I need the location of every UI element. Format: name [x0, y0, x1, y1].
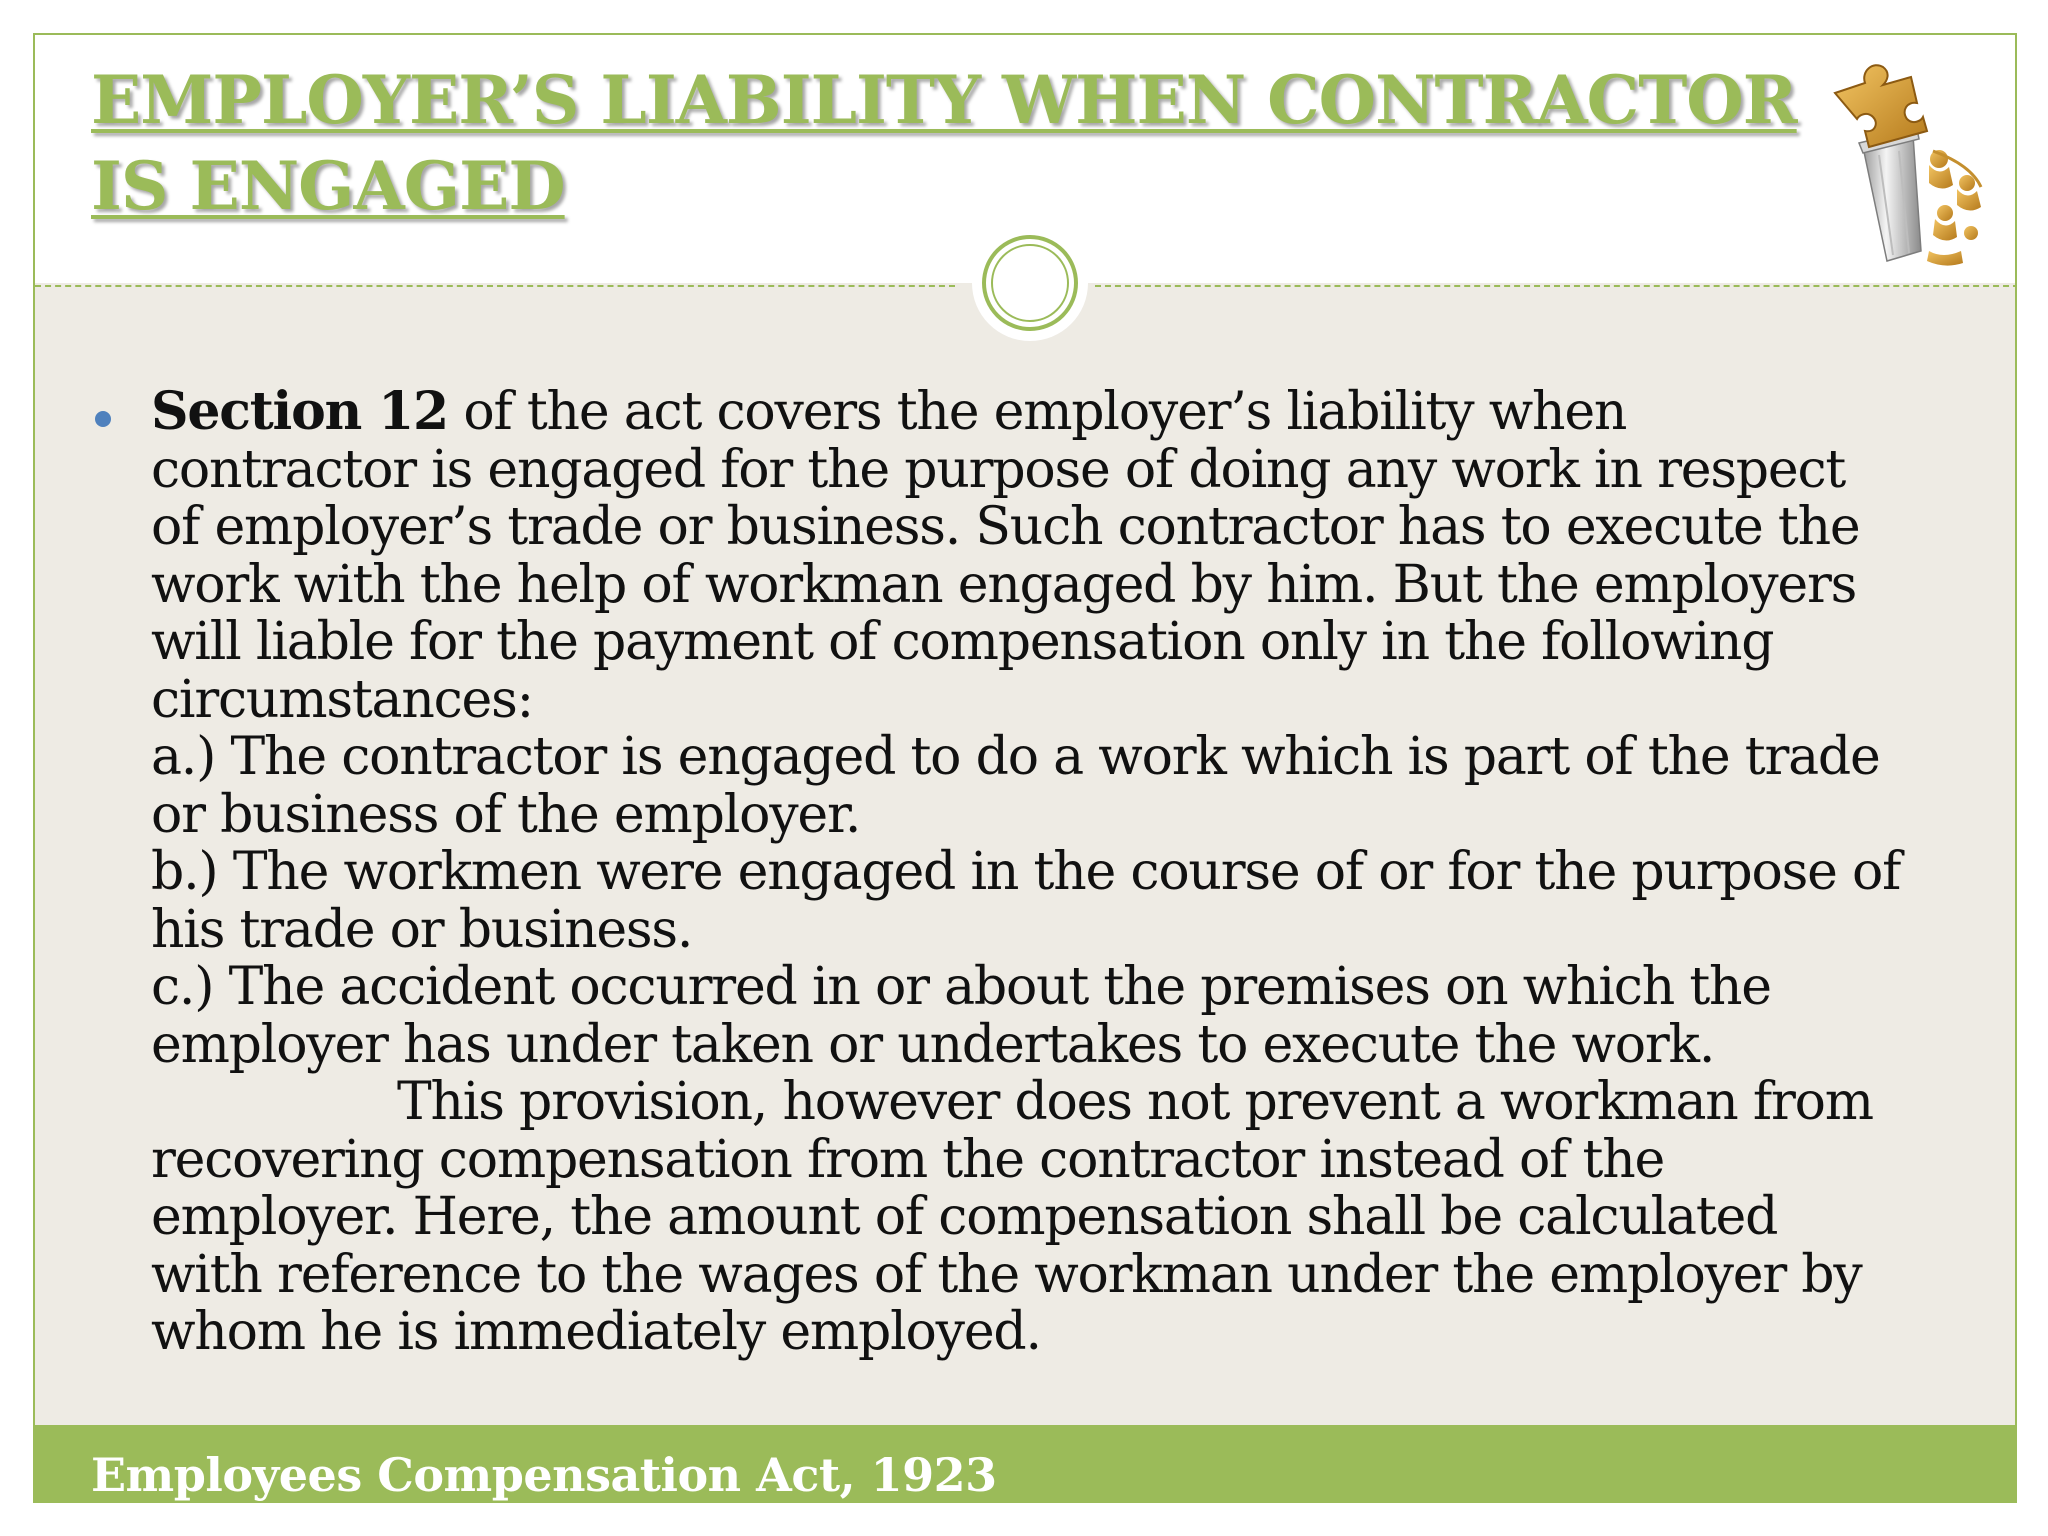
slide-title-line-2: IS ENGAGED — [91, 147, 565, 225]
condition-a-line-2: or business of the employer. — [151, 784, 861, 845]
condition-b-line-1: b.) The workmen were engaged in the course of or for the purpose of — [151, 842, 1901, 902]
section-reference: Section 12 — [151, 381, 449, 442]
provision-line-1: This provision, however does not prevent a workman from — [397, 1072, 1873, 1132]
provision-line-2: recovering compensation from the contractor instead of the — [151, 1129, 1665, 1190]
body-line-2: contractor is engaged for the purpose of doing any work in respect — [151, 439, 1846, 500]
body-line-6: circumstances: — [151, 669, 533, 730]
bullet-item — [35, 383, 2015, 1362]
body-line-4: work with the help of workman engaged by him. But the employers — [151, 554, 1857, 615]
condition-a-line-1: a.) The contractor is engaged to do a work which is part of the trade — [151, 727, 1880, 787]
provision-line-5: whom he is immediately employed. — [151, 1302, 1041, 1362]
slide-title-line-1: EMPLOYER’S LIABILITY WHEN CONTRACTOR — [91, 61, 1797, 139]
bullet-list — [35, 383, 2015, 1362]
puzzle-pedestal-icon — [1821, 55, 2001, 271]
body-text — [151, 383, 1967, 1362]
condition-b-line-2: his trade or business. — [151, 899, 693, 960]
provision-line-3: employer. Here, the amount of compensation shall be calculated — [151, 1187, 1778, 1247]
content-area — [35, 283, 2015, 1468]
footer-text: Employees Compensation Act, 1923 — [91, 1448, 997, 1502]
slide-title — [91, 57, 1851, 229]
slide — [33, 33, 2017, 1503]
body-line-1: Section 12 of the act covers the employer’s liability when — [151, 381, 1627, 442]
divider-circle-icon — [972, 225, 1088, 341]
condition-c-line-1: c.) The accident occurred in or about the premises on which the — [151, 957, 1771, 1017]
body-line-3: of employer’s trade or business. Such contractor has to execute the — [151, 497, 1860, 557]
divider-line-left — [35, 285, 955, 287]
bullet-dot-icon — [95, 411, 111, 427]
condition-c-line-2: employer has under taken or undertakes to execute the work. — [151, 1014, 1715, 1075]
footer-bar — [35, 1425, 2015, 1501]
divider-circle-inner — [991, 244, 1069, 322]
divider-line-right — [1095, 285, 2017, 287]
provision-line-4: with reference to the wages of the workman under the employer by — [151, 1244, 1862, 1305]
body-line-5: will liable for the payment of compensation only in the following — [151, 612, 1774, 672]
